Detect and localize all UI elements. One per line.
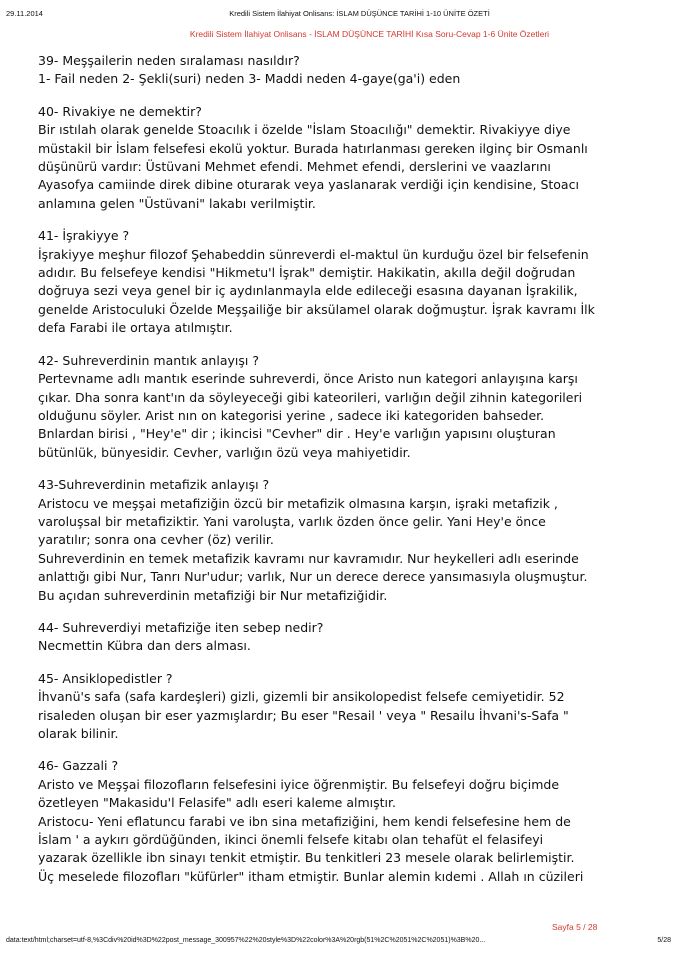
answer-line: düşünürü vardır: Üstüvani Mehmet efendi. Mehmet efendi, derslerini ve vaazlarını <box>38 159 551 175</box>
answer-line: genelde Aristoculuki Özelde Meşşailiğe bir aksülamel olarak doğmuştur. İşrak kavramı İlk <box>38 301 595 317</box>
question-title: 46- Gazzali ? <box>38 758 119 774</box>
question-block <box>38 476 648 605</box>
answer-line: Suhreverdinin en temek metafizik kavramı nur kavramıdır. Nur heykelleri adlı eserinde <box>38 550 579 566</box>
question-title: 40- Rivakiye ne demektir? <box>38 103 202 119</box>
question-block <box>38 103 648 213</box>
question-title: 43-Suhreverdinin metafizik anlayışı ? <box>38 477 270 493</box>
answer-line: anlattığı gibi Nur, Tanrı Nur'udur; varlık, Nur un derece derece yansımasıyla oluşmuştur. <box>38 569 588 585</box>
footer-page-number: 5/28 <box>657 937 671 944</box>
answer-line: Bir ıstılah olarak genelde Stoacılık i özelde "İslam Stoacılığı" demektir. Rivakiyye diye <box>38 122 571 138</box>
answer-line: Bnlardan birisi , "Hey'e" dir ; ikincisi "Cevher" dir . Hey'e varlığın yapısını oluşturan <box>38 426 556 442</box>
answer-line: adıdır. Bu felsefeye kendisi "Hikmetu'l İşrak" demiştir. Hakikatin, akılla değil doğrudan <box>38 265 576 281</box>
question-title: 44- Suhreverdiyi metafiziğe iten sebep nedir? <box>38 619 324 635</box>
answer-line: yazarak özellikle ibn sinayı tenkit etmiştir. Bu tenkitleri 23 mesele olarak belirlemiştir. <box>38 850 575 866</box>
question-block <box>38 757 648 886</box>
answer-line: Bu açıdan suhreverdinin metafiziği bir Nur metafiziğidir. <box>38 587 388 603</box>
answer-line: özetleyen "Makasidu'l Felasife" adlı eseri kaleme almıştır. <box>38 795 396 811</box>
answer-line: Üç meselede filozofları "küfürler" itham etmiştir. Bunlar alemin kıdemi . Allah ın cüzileri <box>38 868 584 884</box>
page-title: Kredili Sistem İlahiyat Onlisans: İSLAM DÜŞÜNCE TARİHİ 1-10 ÜNİTE ÖZETİ <box>229 9 490 18</box>
question-title: 41- İşrakiyye ? <box>38 228 130 244</box>
question-title: 39- Meşşailerin neden sıralaması nasıldır? <box>38 53 300 68</box>
answer-line: anlamına gelen "Üstüvani" lakabı verilmiştir. <box>38 195 316 211</box>
question-title: 42- Suhreverdinin mantık anlayışı ? <box>38 352 259 368</box>
answer-line: bütünlük, bünyesidir. Cevher, varlığın özü veya mahiyetidir. <box>38 444 411 460</box>
answer-line: yaratılır; sonra ona cevher (öz) verilir. <box>38 532 274 548</box>
answer-line: doğruya sezi veya genel bir iç aydınlanmayla elde edileceği esasına dayanan İşrakilik, <box>38 283 578 299</box>
answer-line: Aristo ve Meşşai filozofların felsefesini iyice öğrenmiştir. Bu felsefeyi doğru biçimde <box>38 776 560 792</box>
answer-line: İhvanü's safa (safa kardeşleri) gizli, gizemli bir ansikolopedist felsefe cemiyetidir. 52 <box>38 689 565 705</box>
answer-line: defa Farabi ile ortaya atılmıştır. <box>38 320 233 336</box>
document-subtitle: Kredili Sistem İlahiyat Onlisans - İSLAM DÜŞÜNCE TARİHİ Kısa Soru-Cevap 1-6 Ünite Özetleri <box>189 29 550 39</box>
print-date: 29.11.2014 <box>6 9 43 18</box>
answer-line: müstakil bir İslam felsefesi ekolü yoktur. Burada hatırlanması gereken ilginç bir Osmanlı <box>38 140 588 156</box>
document-body <box>38 52 648 900</box>
answer-line: risaleden oluşan bir eser yazmışlardır; Bu eser "Resail ' veya " Resailu İhvani's-Safa " <box>38 707 569 723</box>
answer-line: Aristocu ve meşşai metafiziğin özcü bir metafizik olmasına karşın, işraki metafizik , <box>38 495 558 511</box>
answer-line: 1- Fail neden 2- Şekli(suri) neden 3- Maddi neden 4-gaye(ga'i) eden <box>38 71 461 87</box>
answer-line: Aristocu- Yeni eflatuncu farabi ve ibn sina metafiziğini, hem kendi felsefesine hem de <box>38 813 571 829</box>
answer-line: Ayasofya camiinde direk dibine oturarak veya yaslanarak verdiği için kendisine, Stoacı <box>38 177 579 193</box>
answer-line: Necmettin Kübra dan ders alması. <box>38 638 251 654</box>
answer-line: İslam ' a aykırı gördüğünden, ikinci önemli felsefe kitabı olan tehafüt el felasifeyi <box>38 832 544 848</box>
answer-line: İşrakiyye meşhur filozof Şehabeddin sünreverdi el-maktul ün kurduğu özel bir felsefenin <box>38 246 589 262</box>
question-block <box>38 670 648 744</box>
answer-line: olduğunu söyler. Arist nın on kategorisi yerine , sadece iki kategoriden bahseder. <box>38 407 545 423</box>
answer-line: olarak bilinir. <box>38 726 119 741</box>
page-label: Sayfa 5 / 28 <box>552 922 598 932</box>
question-block <box>38 52 648 89</box>
footer-url: data:text/html;charset=utf-8,%3Cdiv%20id%3D%22post_message_300957%22%20style%3D%22color%3A%20rgb(51%2C%2051%2C%2051)%3B%20... <box>6 937 486 944</box>
answer-line: Pertevname adlı mantık eserinde suhreverdi, önce Aristo nun kategori anlayışına karşı <box>38 371 578 387</box>
question-block <box>38 227 648 337</box>
answer-line: çıkar. Dha sonra kant'ın da söyleyeceği gibi kateorileri, varlığın değil zihnin kategorileri <box>38 389 583 405</box>
answer-line: varoluşsal bir metafiziktir. Yani varoluşta, varlık özden önce gelir. Yani Hey'e önce <box>38 513 546 529</box>
question-title: 45- Ansiklopedistler ? <box>38 670 173 686</box>
question-block <box>38 352 648 462</box>
question-block <box>38 619 648 656</box>
